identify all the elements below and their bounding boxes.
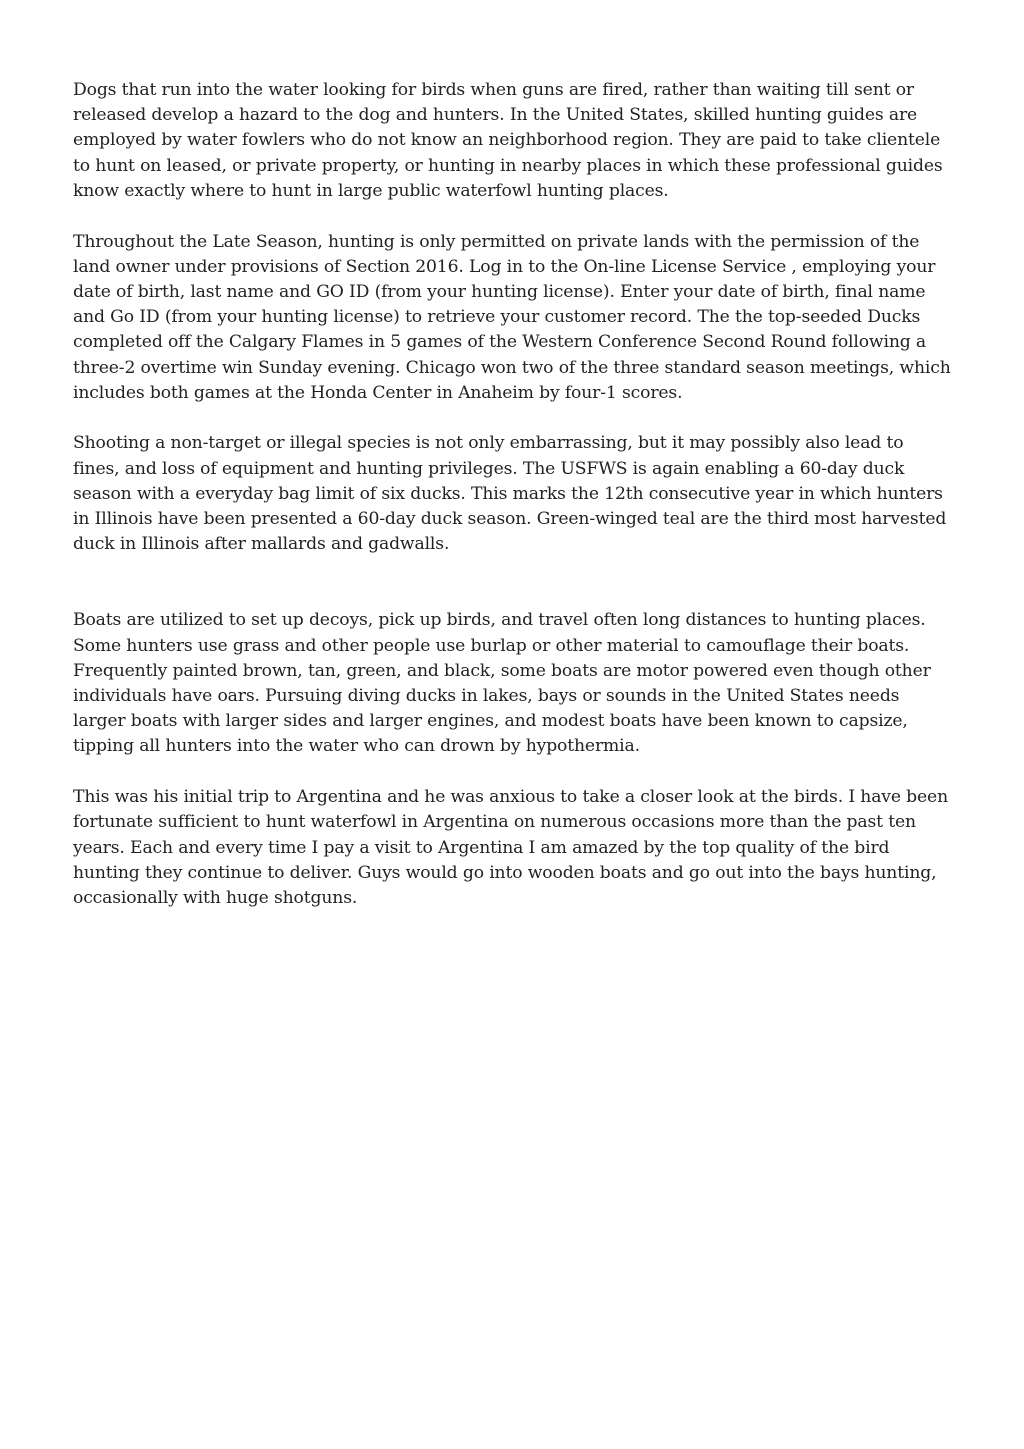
paragraph-non-target-species: Shooting a non-target or illegal species is not only embarrassing, but it may possibly also lead to fines, and loss of equipment and hunting privileges. The USFWS is again enabling a 60-day duck season with a everyday bag limit of six ducks. This marks the 12th consecutive year in which hunters in Illinois have been presented a 60-day duck season. Green-winged teal are the third most harvested duck in Illinois after mallards and gadwalls. [73,433,947,555]
paragraph-dogs-hunting-guides: Dogs that run into the water looking for birds when guns are fired, rather than waiting till sent or released develop a hazard to the dog and hunters. In the United States, skilled hunting guides are employed by water fowlers who do not know an neighborhood region. They are paid to take clientele to hunt on leased, or private property, or hunting in nearby places in which these professional guides know exactly where to hunt in large public waterfowl hunting places. [73,80,943,201]
paragraph-boats: Boats are utilized to set up decoys, pick up birds, and travel often long distances to hunting places. Some hunters use grass and other people use burlap or other material to camouflage their boats. Frequently painted brown, tan, green, and black, some boats are motor powered even though other individuals have oars. Pursuing diving ducks in lakes, bays or sounds in the United States needs larger boats with larger sides and larger engines, and modest boats have been known to capsize, tipping all hunters into the water who can drown by hypothermia. [73,610,931,757]
paragraph-argentina-trip: This was his initial trip to Argentina and he was anxious to take a closer look at the birds. I have been fortunate sufficient to hunt waterfowl in Argentina on numerous occasions more than the past ten years. Each and every time I pay a visit to Argentina I am amazed by the top quality of the bird hunting they continue to deliver. Guys would go into wooden boats and go out into the bays hunting, occasionally with huge shotguns. [73,787,948,908]
paragraph-late-season: Throughout the Late Season, hunting is only permitted on private lands with the permission of the land owner under provisions of Section 2016. Log in to the On-line License Service , employing your date of birth, last name and GO ID (from your hunting license). Enter your date of birth, final name and Go ID (from your hunting license) to retrieve your customer record. The the top-seeded Ducks completed off the Calgary Flames in 5 games of the Western Conference Second Round following a three-2 overtime win Sunday evening. Chicago won two of the three standard season meetings, which includes both games at the Honda Center in Anaheim by four-1 scores. [73,231,951,403]
